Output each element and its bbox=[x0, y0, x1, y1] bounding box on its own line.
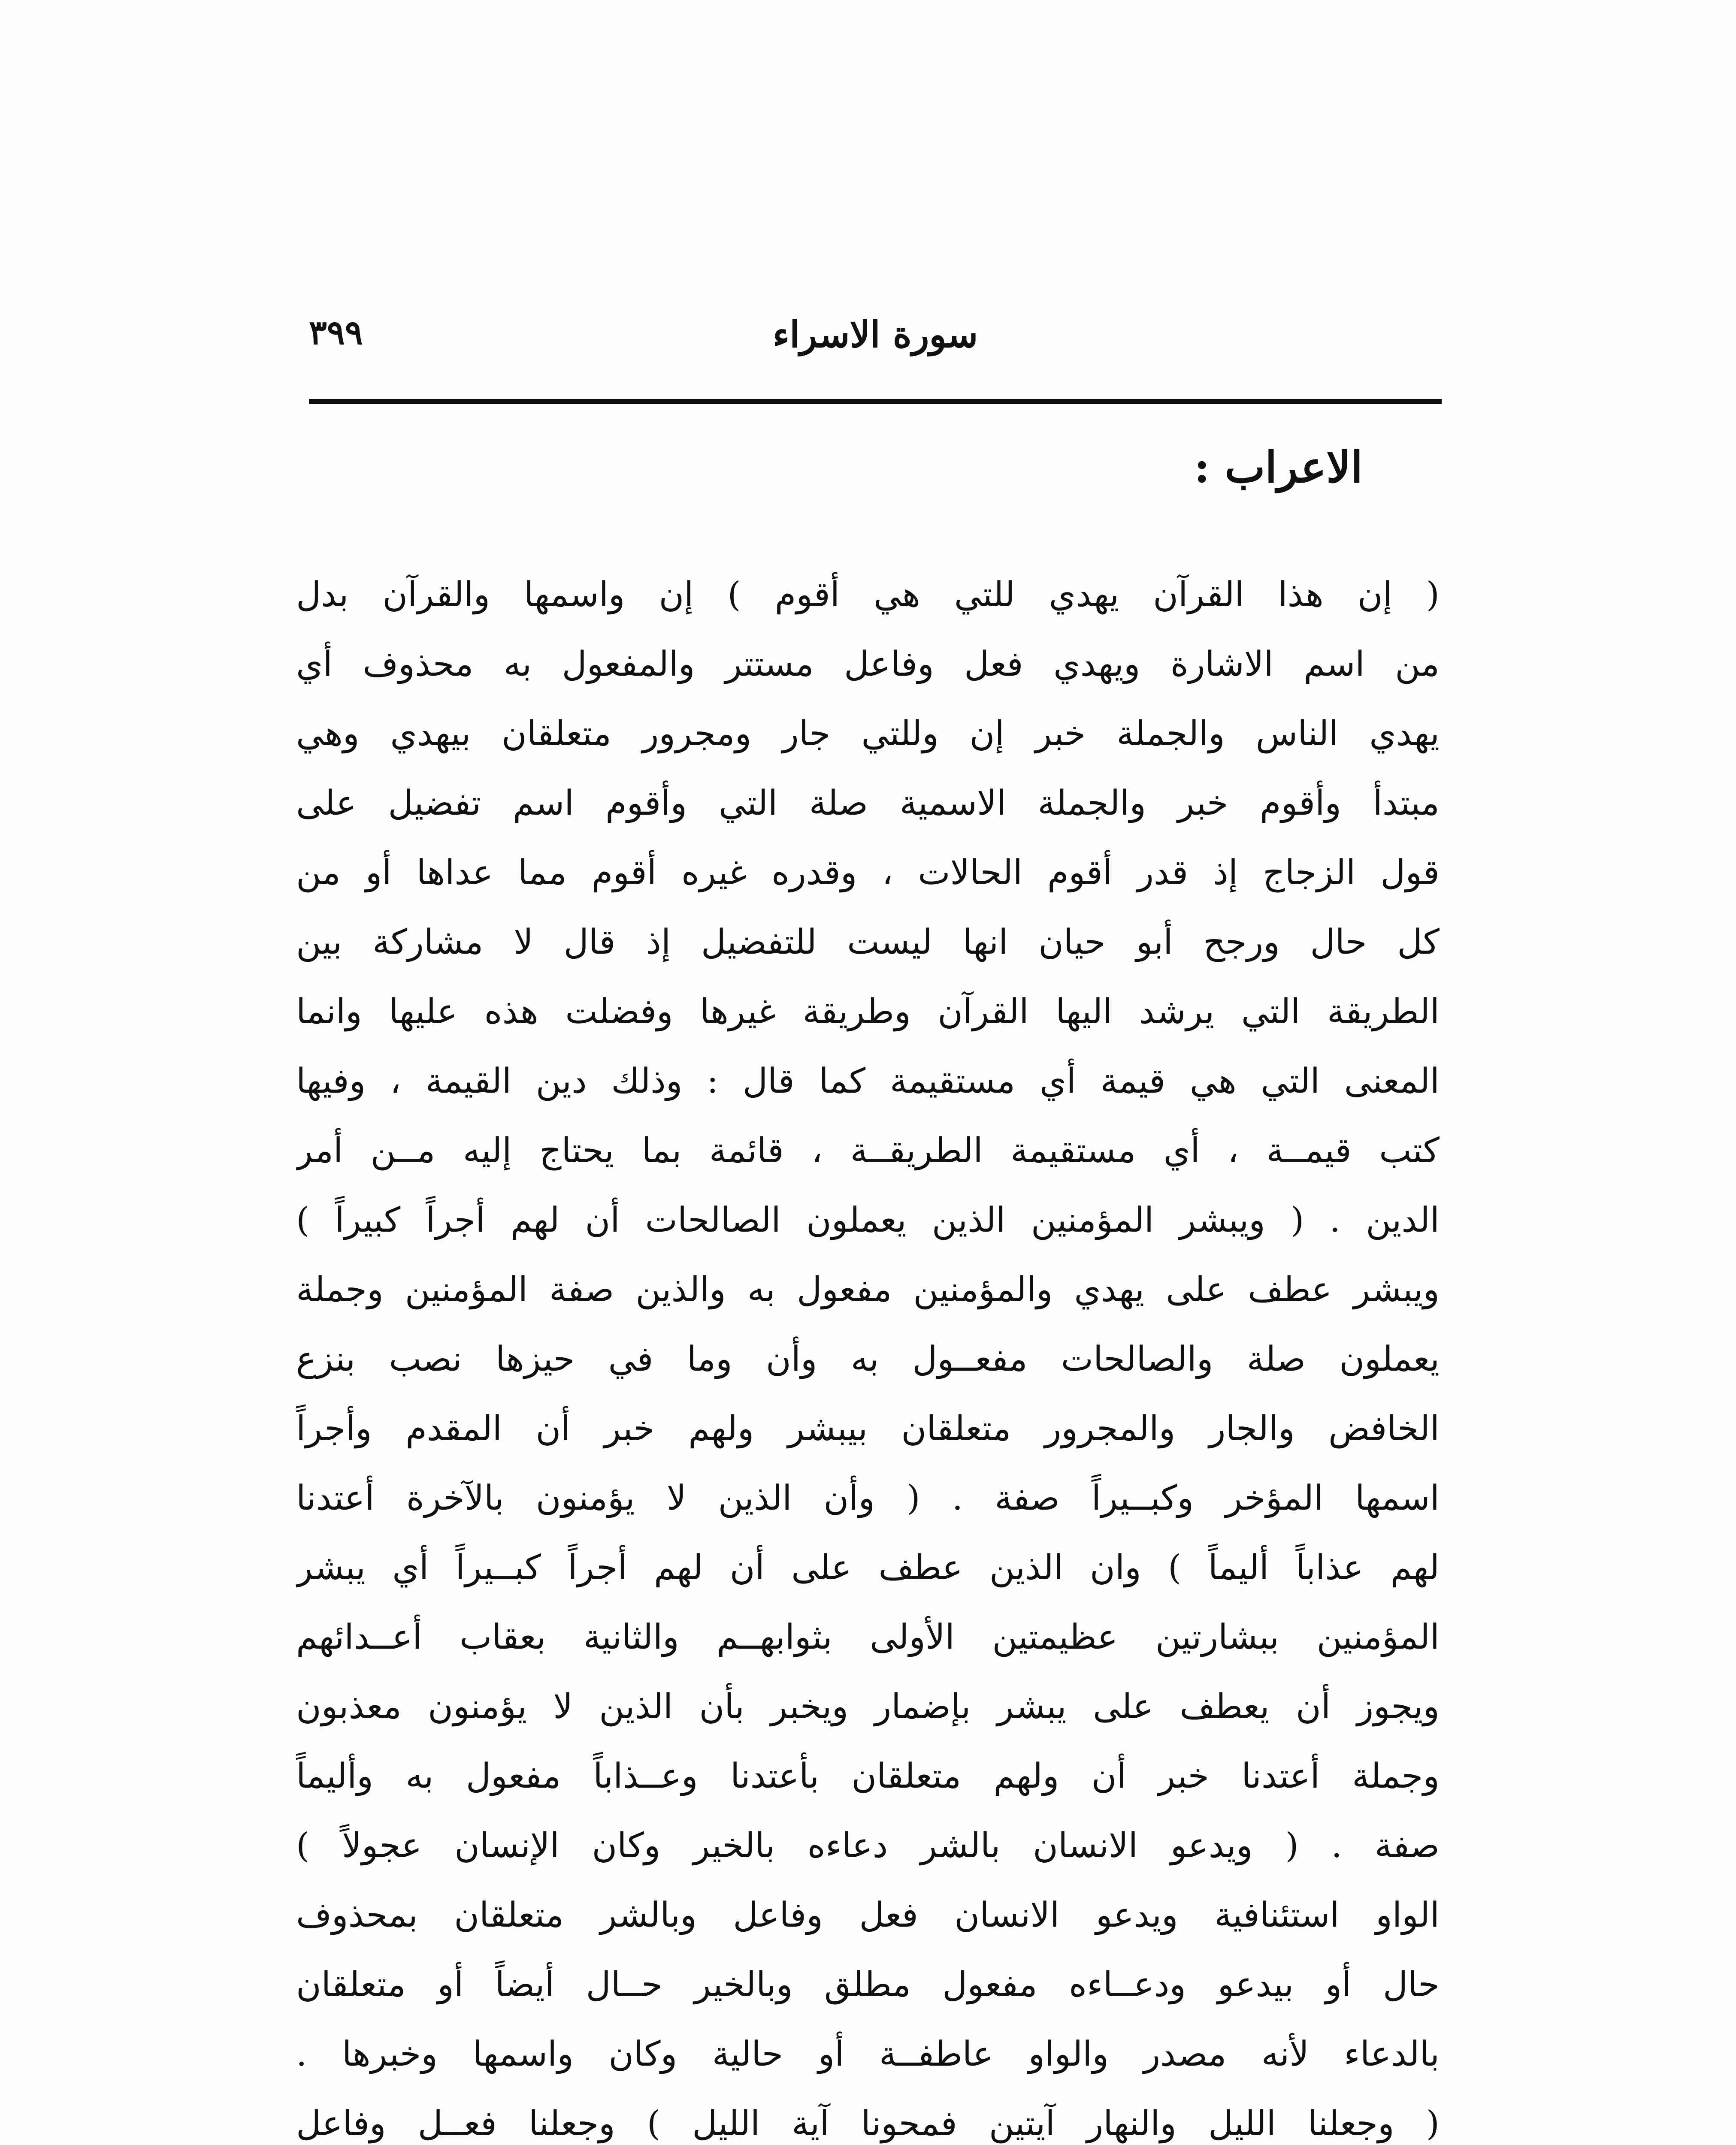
body-text bbox=[296, 560, 1440, 2145]
text-line: الدين . ( ويبشر المؤمنين الذين يعملون الصالحات أن لهم أجراً كبيراً ) bbox=[296, 1200, 1440, 1240]
text-line: لهم عذاباً أليماً ) وان الذين عطف على أن لهم أجراً كبــيراً أي يبشر bbox=[296, 1547, 1440, 1587]
text-line: ( إن هذا القرآن يهدي للتي هي أقوم ) إن واسمها والقرآن بدل bbox=[296, 574, 1440, 614]
header-divider bbox=[309, 399, 1442, 404]
text-line: اسمها المؤخر وكبــيراً صفة . ( وأن الذين لا يؤمنون بالآخرة أعتدنا bbox=[296, 1478, 1440, 1518]
text-line: ( وجعلنا الليل والنهار آيتين فمحونا آية الليل ) وجعلنا فعــل وفاعل bbox=[296, 2103, 1440, 2143]
text-line: الخافض والجار والمجرور متعلقان بيبشر ولهم خبر أن المقدم وأجراً bbox=[296, 1408, 1440, 1448]
page-number: ٣٩٩ bbox=[309, 313, 363, 352]
text-line: حال أو بيدعو ودعــاءه مفعول مطلق وبالخير حــال أيضاً أو متعلقان bbox=[296, 1964, 1440, 2004]
text-line: الواو استئنافية ويدعو الانسان فعل وفاعل وبالشر متعلقان بمحذوف bbox=[296, 1895, 1440, 1935]
text-line: كل حال ورجح أبو حيان انها ليست للتفضيل إذ قال لا مشاركة بين bbox=[296, 922, 1440, 962]
text-line: المعنى التي هي قيمة أي مستقيمة كما قال : وذلك دين القيمة ، وفيها bbox=[296, 1061, 1440, 1101]
text-line: الطريقة التي يرشد اليها القرآن وطريقة غيرها وفضلت هذه عليها وانما bbox=[296, 991, 1440, 1031]
section-heading: الاعراب : bbox=[1194, 442, 1363, 492]
text-line: المؤمنين ببشارتين عظيمتين الأولى بثوابهــم والثانية بعقاب أعــدائهم bbox=[296, 1617, 1440, 1657]
text-line: يعملون صلة والصالحات مفعــول به وأن وما في حيزها نصب بنزع bbox=[296, 1339, 1440, 1379]
text-line: كتب قيمــة ، أي مستقيمة الطريقــة ، قائمة بما يحتاج إليه مــن أمر bbox=[296, 1130, 1440, 1170]
text-line: وجملة أعتدنا خبر أن ولهم متعلقان بأعتدنا وعــذاباً مفعول به وأليماً bbox=[296, 1756, 1440, 1796]
text-line: ويجوز أن يعطف على يبشر بإضمار ويخبر بأن الذين لا يؤمنون معذبون bbox=[296, 1686, 1440, 1726]
text-line: يهدي الناس والجملة خبر إن وللتي جار ومجرور متعلقان بيهدي وهي bbox=[296, 713, 1440, 753]
text-line: قول الزجاج إذ قدر أقوم الحالات ، وقدره غيره أقوم مما عداها أو من bbox=[296, 852, 1440, 892]
text-line: من اسم الاشارة ويهدي فعل وفاعل مستتر والمفعول به محذوف أي bbox=[296, 644, 1440, 684]
text-line: مبتدأ وأقوم خبر والجملة الاسمية صلة التي وأقوم اسم تفضيل على bbox=[296, 783, 1440, 823]
text-line: بالدعاء لأنه مصدر والواو عاطفــة أو حالية وكان واسمها وخبرها . bbox=[296, 2034, 1440, 2074]
text-line: ويبشر عطف على يهدي والمؤمنين مفعول به والذين صفة المؤمنين وجملة bbox=[296, 1269, 1440, 1309]
text-line: صفة . ( ويدعو الانسان بالشر دعاءه بالخير وكان الإنسان عجولاً ) bbox=[296, 1825, 1440, 1865]
running-head bbox=[309, 313, 1442, 369]
surah-title: سورة الاسراء bbox=[772, 313, 978, 356]
